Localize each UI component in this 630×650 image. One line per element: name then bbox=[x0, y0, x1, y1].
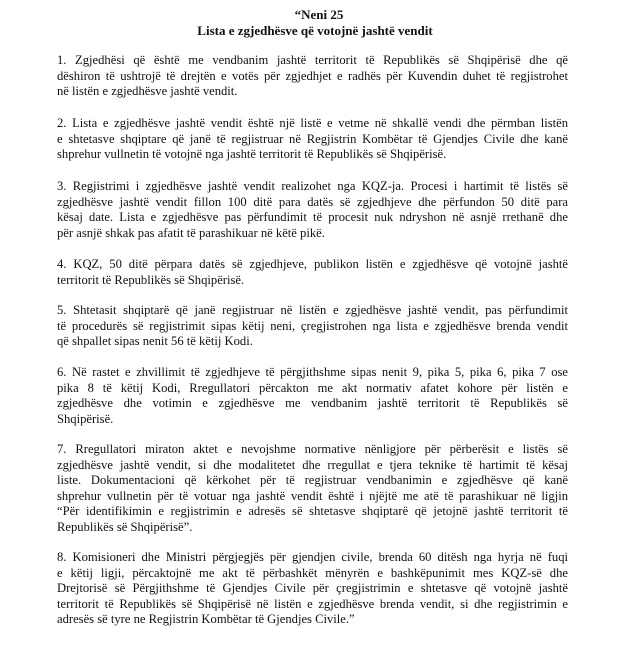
paragraph-line: 3. Regjistrimi i zgjedhësve jashtë vendit realizohet nga KQZ-ja. Procesi i hartimit të listës së bbox=[57, 179, 568, 193]
paragraph-line: 1. Zgjedhësi që është me vendbanim jashtë territorit të Republikës së Shqipërisë dhe që bbox=[57, 53, 568, 67]
paragraph-line: 6. Në rastet e zhvillimit të zgjedhjeve të përgjithshme sipas nenit 9, pika 5, pika 6, pika 7 ose bbox=[57, 365, 568, 379]
paragraph-line: territorit të Republikës së Shqipërisë në listën e zgjedhësve brenda vendit, si dhe regjistrimin e bbox=[57, 596, 568, 611]
paragraph-line: pika 8 të këtij Kodi, Rregullatori përcakton me akt normativ afatet kohore për listën e bbox=[57, 380, 568, 395]
paragraph-line: territorit të Republikës së Shqipërisë. bbox=[57, 272, 245, 287]
paragraph-line: shprehur vullnetin për të votuar nga jashtë vendit është i njëjtë me atë të parashikuar në ligjin bbox=[57, 488, 568, 503]
paragraph-line: dëshiron të ushtrojë të drejtën e votës për zgjedhjet e radhës për Kuvendin duhet të regjistrohet bbox=[57, 68, 568, 83]
paragraph-8 bbox=[57, 550, 568, 628]
paragraph-line: adresës së tyre ne Regjistrin Kombëtar të Gjendjes Civile.” bbox=[57, 612, 355, 627]
article-heading bbox=[0, 7, 630, 39]
paragraph-line: të procedurës së regjistrimit sipas këtij neni, çregjistrohen nga lista e zgjedhësve brenda vendit bbox=[57, 318, 568, 333]
paragraph-line: për asnjë shkak pas afatit të parashikuar në këtë pikë. bbox=[57, 225, 325, 240]
paragraph-line: 7. Rregullatori miraton aktet e nevojshme normative nënligjore për përberësit e listës së bbox=[57, 442, 568, 456]
paragraph-line: zgjedhësve jashtë vendit fillon 100 ditë para datës së zgjedhjeve dhe përfundon 50 ditë para bbox=[57, 194, 568, 209]
paragraph-line: në listën e zgjedhësve jashtë vendit. bbox=[57, 84, 238, 99]
article-title: Lista e zgjedhësve që votojnë jashtë vendit bbox=[197, 23, 433, 38]
paragraph-line: 5. Shtetasit shqiptarë që janë regjistruar në listën e zgjedhësve jashtë vendit, pas përfundimit bbox=[57, 303, 568, 317]
paragraph-5 bbox=[57, 303, 568, 350]
paragraph-7 bbox=[57, 442, 568, 536]
paragraph-line: 2. Lista e zgjedhësve jashtë vendit është një listë e vetme në shkallë vendi dhe përmban listën bbox=[57, 116, 568, 130]
paragraph-6 bbox=[57, 365, 568, 427]
paragraph-line: Shqipërisë. bbox=[57, 411, 114, 426]
paragraph-line: kësaj date. Lista e zgjedhësve pas përfundimit të procesit nuk ndryshon në asnjë rrethanë dhe bbox=[57, 210, 568, 225]
paragraph-line: shprehur vullnetin të votojnë nga jashtë territorit të Republikës së Shqipërisë. bbox=[57, 147, 447, 162]
paragraph-line: Drejtorisë së Përgjithshme të Gjendjes Civile për çregjistrimin e shtetasve që votojnë jashtë bbox=[57, 581, 568, 596]
paragraph-line: që shpallet sipas nenit 56 të këtij Kodi. bbox=[57, 334, 253, 349]
paragraph-4 bbox=[57, 257, 568, 288]
paragraph-1 bbox=[57, 53, 568, 100]
paragraph-line: 4. KQZ, 50 ditë përpara datës së zgjedhjeve, publikon listën e zgjedhësve që votojnë jashtë bbox=[57, 257, 568, 271]
paragraph-3 bbox=[57, 179, 568, 241]
paragraph-line: “Për identifikimin e regjistrimin e adresës së shtetasve shqiptarë që jetojnë jashtë territorit të bbox=[57, 504, 568, 519]
paragraph-line: e shtetasve shqiptare që janë të regjistruar në Regjistrin Kombëtar të Gjendjes Civile dhe kanë bbox=[57, 131, 568, 146]
paragraph-line: 8. Komisioneri dhe Ministri përgjegjës për gjendjen civile, brenda 60 ditësh nga hyrja në fuqi bbox=[57, 550, 568, 564]
paragraph-line: Republikës së Shqipërisë”. bbox=[57, 519, 193, 534]
paragraph-line: zgjedhësve dhe votimin e zgjedhësve me vendbanim jashtë territorit të Republikës së bbox=[57, 396, 568, 411]
paragraph-line: e këtij ligji, përcaktojnë me akt të përbashkët mënyrën e bashkëpunimit mes KQZ-së dhe bbox=[57, 565, 568, 580]
paragraph-2 bbox=[57, 116, 568, 163]
article-number: “Neni 25 bbox=[294, 7, 344, 22]
paragraph-line: liste. Dokumentacioni që kërkohet për të regjistruar vendbanimin e zgjedhësve që kanë bbox=[57, 473, 568, 488]
paragraph-line: zgjedhësve jashtë vendit, si dhe modalitetet dhe rregullat e tjera teknike të hartimit të kësaj bbox=[57, 457, 568, 472]
